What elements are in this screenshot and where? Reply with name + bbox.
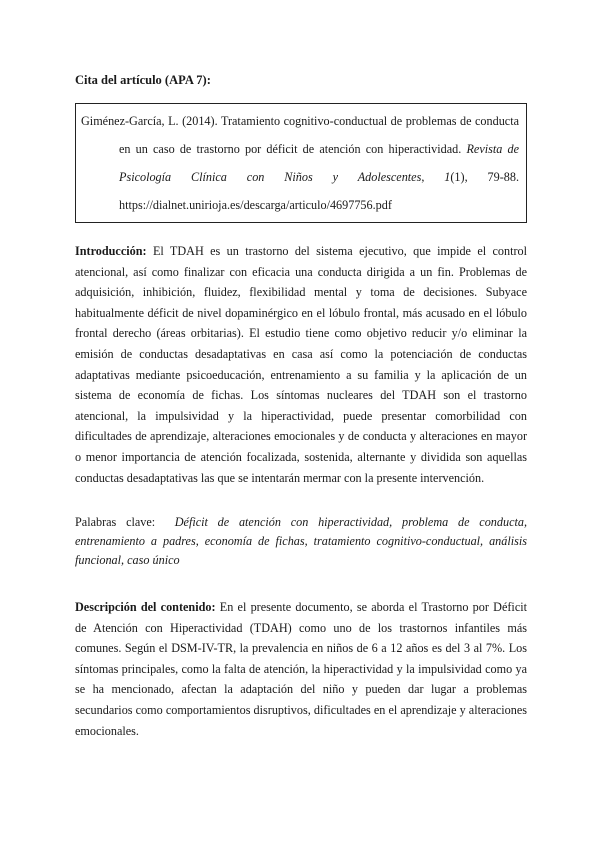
introduction-label: Introducción: [75,244,147,258]
citation-reference: Giménez-García, L. (2014). Tratamiento cognitivo-conductual de problemas de conducta en un caso de trastorno por déficit de atención con hiperactividad. Revista de Psicología Clínica con Niños y Adolescentes, 1(1), 79-88. https://dialnet.unirioja.es/descarga/articulo/4697756.pdf [81,114,520,212]
citation-issue-pages: (1), 79-88. [450,170,519,184]
citation-authors-year: Giménez-García, L. (2014). [81,114,218,128]
keywords-paragraph [75,513,527,570]
introduction-text: El TDAH es un trastorno del sistema ejecutivo, que impide el control atencional, así como finalizar con eficacia una conducta dirigida a un fin. Problemas de adquisición, inhibición, fluidez, flexibilidad mental y toma de decisiones. Subyace habitualmente déficit de nivel dopaminérgico en el lóbulo frontal, más acusado en el lóbulo frontal derecho (áreas orbitarias). El estudio tiene como objetivo reducir y/o eliminar la emisión de conductas desadaptativas en casa así como la potenciación de conductas adaptativas mediante psicoeducación, entrenamiento a su familia y la aplicación de un sistema de economía de fichas. Los síntomas nucleares del TDAH son el trastorno atencional, la impulsividad y la hiperactividad, puede presentar comorbilidad con dificultades de aprendizaje, alteraciones emocionales y de conducta y alteraciones en mayor o menor importancia de atención focalizada, sostenida, alternante y dividida son aquellas conductas desadaptativas las que se intentarán mermar con la presente intervención. [75,244,528,485]
keywords-label: Palabras clave: [75,515,156,529]
introduction-paragraph [75,241,527,488]
citation-journal: Revista de Psicología Clínica con Niños y Adolescentes [119,142,520,184]
citation-volume: 1 [444,170,451,184]
citation-title: Tratamiento cognitivo-conductual de problemas de conducta en un caso de trastorno por déficit de atención con hiperactividad. [119,114,519,156]
citation-box [75,103,527,223]
description-label: Descripción del contenido: [75,600,216,614]
citation-heading: Cita del artículo (APA 7): [75,73,211,87]
citation-url[interactable]: https://dialnet.unirioja.es/descarga/articulo/4697756.pdf [119,198,392,212]
description-paragraph [75,597,527,741]
keywords-text: Déficit de atención con hiperactividad, problema de conducta, entrenamiento a padres, economía de fichas, tratamiento cognitivo-conductual, análisis funcional, caso único [75,515,528,567]
description-text: En el presente documento, se aborda el Trastorno por Déficit de Atención con Hiperactividad (TDAH) como uno de los trastornos infantiles más comunes. Según el DSM-IV-TR, la prevalencia en niños de 6 a 12 años es del 3 al 7%. Los síntomas principales, como la falta de atención, la hiperactividad y la impulsividad como ya se ha mencionado, afectan la adaptación del niño y pueden dar lugar a problemas secundarios como comportamientos disruptivos, dificultades en el aprendizaje y alteraciones emocionales. [75,600,528,738]
